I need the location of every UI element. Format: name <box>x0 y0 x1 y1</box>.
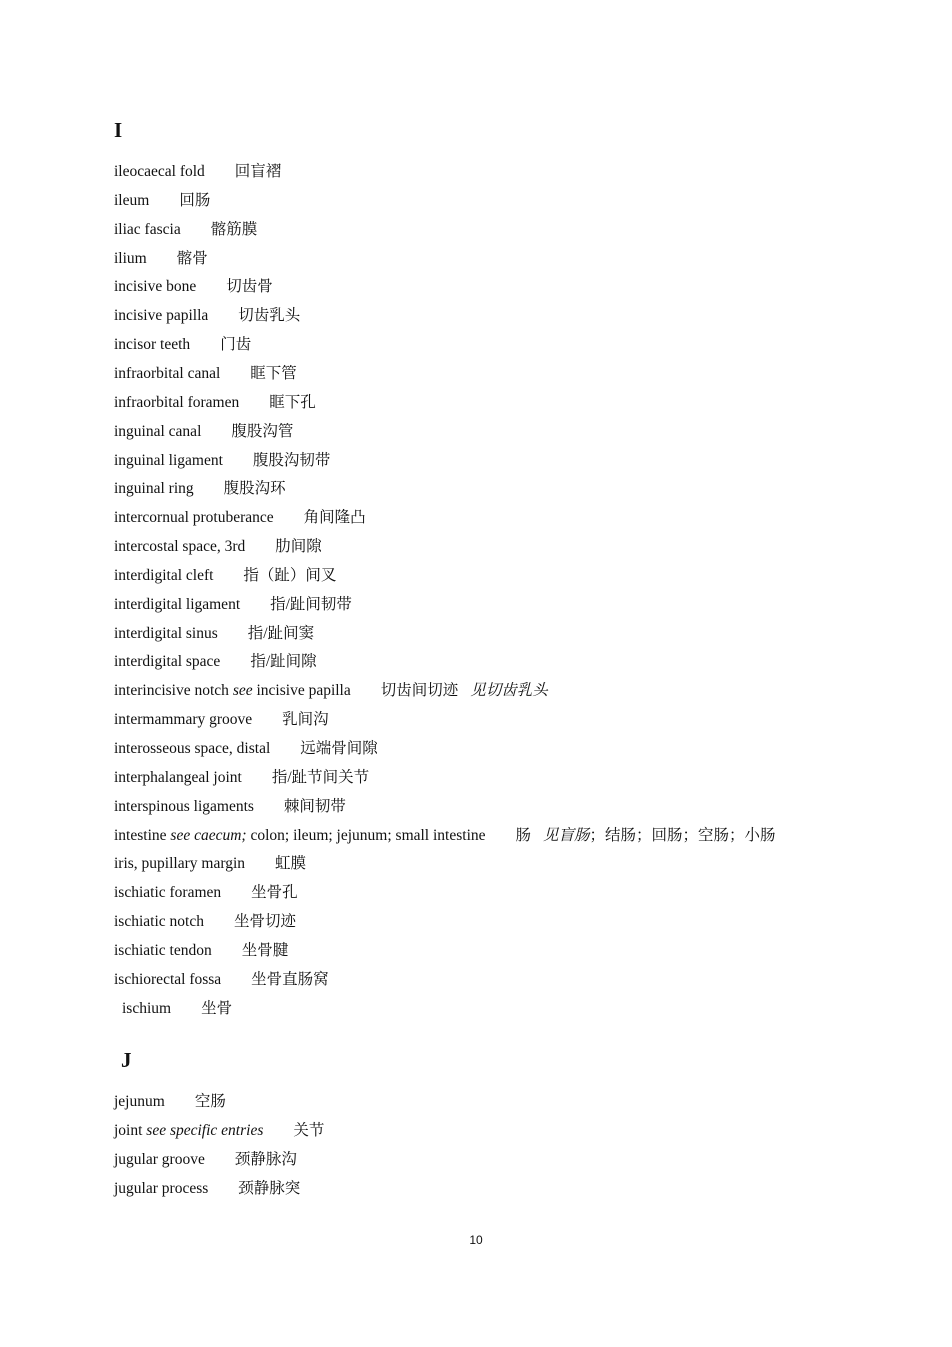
entry-chinese: 指/趾间韧带 <box>270 595 352 613</box>
entry-term: ilium <box>114 249 147 267</box>
glossary-entry <box>114 335 251 355</box>
glossary-entry <box>114 826 776 846</box>
entry-chinese: 切齿骨 <box>226 278 273 296</box>
glossary-entry <box>114 710 329 730</box>
entry-term: interphalangeal joint <box>114 768 242 786</box>
glossary-entry <box>114 1179 300 1199</box>
section-letter-i: I <box>114 118 123 142</box>
entry-chinese: 腹股沟环 <box>223 480 286 498</box>
entry-term: jugular process <box>114 1179 209 1197</box>
glossary-entry <box>122 999 232 1019</box>
glossary-entry <box>114 422 293 442</box>
entry-see-reference: see caecum; <box>170 826 247 844</box>
entry-term: interosseous space, distal <box>114 740 271 757</box>
glossary-entry <box>114 306 300 326</box>
glossary-entry <box>114 220 257 240</box>
glossary-entry <box>114 970 329 990</box>
entry-term: interdigital space <box>114 653 221 671</box>
glossary-entry <box>114 1092 226 1112</box>
entry-chinese: 棘间韧带 <box>283 797 346 815</box>
entry-chinese: 腹股沟管 <box>231 422 294 440</box>
entry-chinese: 坐骨直肠窝 <box>251 970 329 988</box>
entry-chinese: 颈静脉沟 <box>234 1150 297 1168</box>
entry-chinese: 坐骨孔 <box>251 884 298 902</box>
entry-term: ischiatic notch <box>114 913 204 931</box>
entry-chinese: 角间隆凸 <box>303 509 366 527</box>
entry-chinese: 坐骨腱 <box>241 941 289 959</box>
entry-chinese: 眶下孔 <box>269 393 316 411</box>
glossary-entry <box>114 162 281 182</box>
glossary-entry <box>114 566 336 586</box>
entry-chinese: 回肠 <box>179 191 211 209</box>
glossary-entry <box>114 451 330 471</box>
entry-term: interincisive notch <box>114 682 229 700</box>
entry-term: intercornual protuberance <box>114 509 274 527</box>
glossary-entry <box>114 624 314 644</box>
glossary-entry <box>114 797 346 817</box>
entry-chinese-targets: ；结肠；回肠；空肠；小肠 <box>589 826 776 844</box>
glossary-entry <box>114 364 297 384</box>
glossary-entry <box>114 595 352 615</box>
entry-chinese: 眶下管 <box>250 364 297 382</box>
entry-chinese: 空肠 <box>194 1093 226 1110</box>
glossary-entry <box>114 652 317 672</box>
glossary-entry <box>114 1150 297 1170</box>
entry-term: ischiorectal fossa <box>114 970 222 988</box>
glossary-entry <box>114 768 369 788</box>
entry-term: ileum <box>114 191 150 209</box>
glossary-entry <box>114 249 208 269</box>
entry-term: inguinal ring <box>114 480 194 498</box>
entry-chinese: 回盲褶 <box>234 163 282 180</box>
entry-chinese: 门齿 <box>220 336 252 354</box>
entry-term: intermammary groove <box>114 711 253 729</box>
glossary-entry <box>114 739 378 759</box>
glossary-entry <box>114 1121 324 1141</box>
glossary-entry <box>114 883 298 903</box>
entry-chinese-see: 见盲肠 <box>543 826 590 844</box>
entry-term: infraorbital canal <box>114 364 221 382</box>
entry-chinese: 指/趾间隙 <box>250 653 317 671</box>
glossary-entry <box>114 479 286 499</box>
entry-see-targets: incisive papilla <box>256 682 351 700</box>
entry-chinese: 乳间沟 <box>282 711 329 729</box>
entry-chinese: 指/趾节间关节 <box>271 768 370 786</box>
entry-see-targets: colon; ileum; jejunum; small intestine <box>250 826 486 844</box>
glossary-entry <box>114 508 366 528</box>
entry-term: interdigital ligament <box>114 595 241 613</box>
entry-term: interdigital sinus <box>114 624 218 642</box>
entry-chinese: 髂骨 <box>176 249 208 267</box>
glossary-entry <box>114 537 322 557</box>
entry-chinese: 髂筋膜 <box>210 220 258 238</box>
entry-term: iris, pupillary margin <box>114 855 246 873</box>
entry-term: ileocaecal fold <box>114 163 205 180</box>
entry-chinese: 腹股沟韧带 <box>252 451 331 469</box>
entry-term: intestine <box>114 826 167 844</box>
entry-term: iliac fascia <box>114 220 181 238</box>
glossary-entry <box>114 191 210 211</box>
entry-term: jugular groove <box>114 1150 205 1168</box>
entry-term: interdigital cleft <box>114 566 214 584</box>
glossary-entry <box>114 854 306 874</box>
entry-term: ischiatic foramen <box>114 884 222 902</box>
entry-term: infraorbital foramen <box>114 393 240 411</box>
entry-chinese: 远端骨间隙 <box>300 740 378 757</box>
glossary-entry <box>114 912 296 932</box>
entry-chinese: 坐骨 <box>201 999 233 1017</box>
entry-chinese: 颈静脉突 <box>238 1179 301 1197</box>
entry-see-reference: see <box>232 682 253 700</box>
entry-chinese: 肠 <box>515 826 532 844</box>
entry-chinese: 指（趾）间叉 <box>243 566 337 584</box>
glossary-entry <box>114 681 548 701</box>
entry-see-reference: see specific entries <box>146 1121 264 1139</box>
entry-term: jejunum <box>114 1093 165 1110</box>
entry-chinese: 关节 <box>293 1121 325 1139</box>
entry-chinese: 虹膜 <box>275 855 307 873</box>
entry-chinese-see: 见切齿乳头 <box>470 682 548 700</box>
entry-chinese: 切齿间切迹 <box>380 682 459 700</box>
entry-term: ischiatic tendon <box>114 941 212 959</box>
entry-term: joint <box>114 1121 143 1139</box>
section-letter-j: J <box>121 1048 132 1072</box>
entry-term: inguinal canal <box>114 422 202 440</box>
entry-term: incisor teeth <box>114 336 191 354</box>
glossary-entry <box>114 277 273 297</box>
entry-term: inguinal ligament <box>114 451 223 469</box>
page-number: 10 <box>469 1233 483 1247</box>
entry-term: incisive bone <box>114 278 197 296</box>
entry-term: ischium <box>122 999 172 1017</box>
entry-chinese: 肋间隙 <box>275 538 322 556</box>
entry-term: intercostal space, 3rd <box>114 538 246 556</box>
glossary-entry <box>114 941 288 961</box>
entry-term: interspinous ligaments <box>114 797 254 815</box>
entry-chinese: 切齿乳头 <box>238 307 301 325</box>
entry-term: incisive papilla <box>114 307 209 325</box>
glossary-entry <box>114 393 316 413</box>
entry-chinese: 坐骨切迹 <box>233 913 296 931</box>
entry-chinese: 指/趾间窦 <box>247 624 315 642</box>
